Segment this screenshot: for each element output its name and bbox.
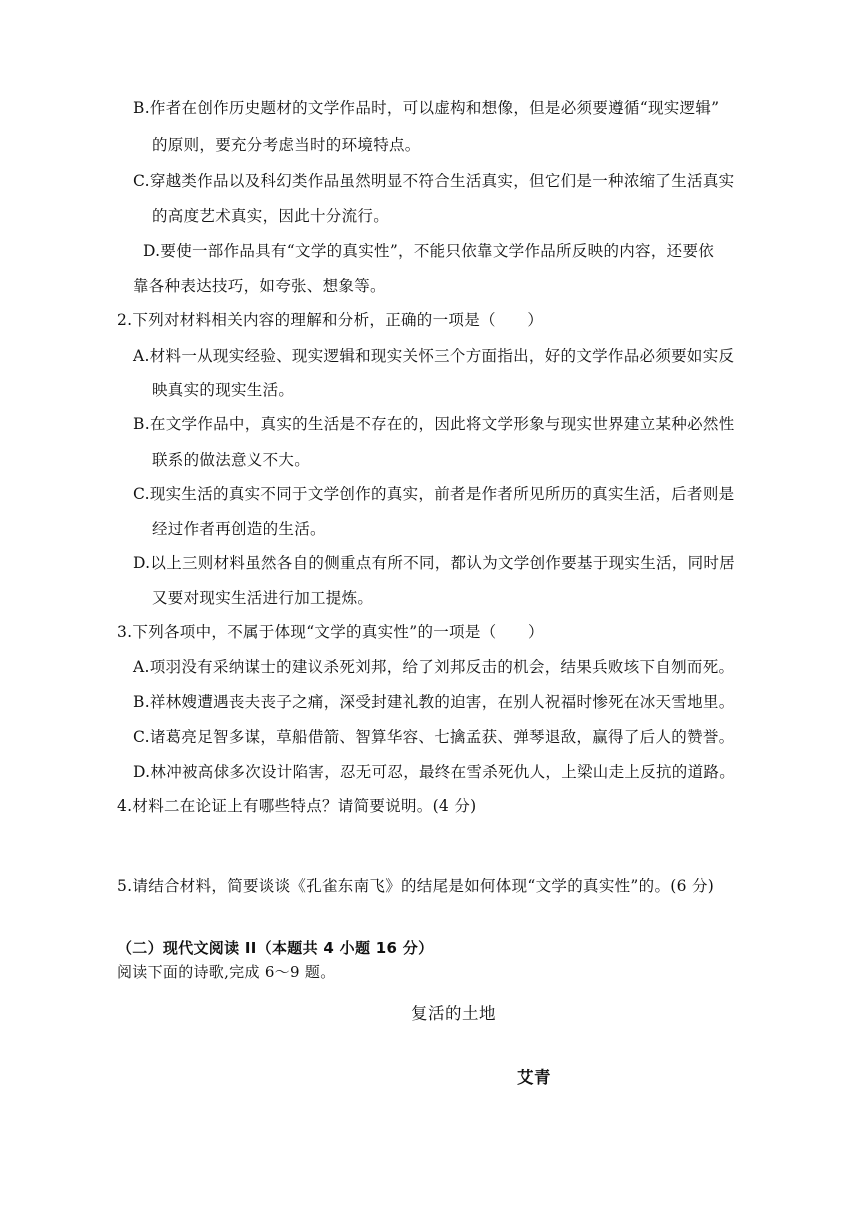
q3-option-a: A.项羽没有采纳谋士的建议杀死刘邦，给了刘邦反击的机会，结果兵败垓下自刎而死。 xyxy=(133,658,735,676)
q3-option-b: B.祥林嫂遭遇丧夫丧子之痛，深受封建礼教的迫害，在别人祝福时惨死在冰天雪地里。 xyxy=(133,693,735,711)
q2-option-c-line2: 经过作者再创造的生活。 xyxy=(152,520,326,538)
q1-option-c-line2: 的高度艺术真实，因此十分流行。 xyxy=(152,207,390,225)
q2-stem: 2.下列对材料相关内容的理解和分析，正确的一项是（ ） xyxy=(117,311,544,329)
q1-option-d-line1: D.要使一部作品具有“文学的真实性”，不能只依靠文学作品所反映的内容，还要依 xyxy=(143,242,715,260)
q2-option-d-line2: 又要对现实生活进行加工提炼。 xyxy=(152,589,374,607)
q2-option-b-line2: 联系的做法意义不大。 xyxy=(152,451,311,469)
q4-stem: 4.材料二在论证上有哪些特点？请简要说明。(4 分) xyxy=(117,797,477,815)
q1-option-b-line1: B.作者在创作历史题材的文学作品时，可以虚构和想像，但是必须要遵循“现实逻辑” xyxy=(133,99,720,117)
q3-option-d: D.林冲被高俅多次设计陷害，忍无可忍，最终在雪杀死仇人，上梁山走上反抗的道路。 xyxy=(133,763,736,781)
q1-option-b-line2: 的原则，要充分考虑当时的环境特点。 xyxy=(152,136,421,154)
q5-stem: 5.请结合材料，简要谈谈《孔雀东南飞》的结尾是如何体现“文学的真实性”的。(6 分) xyxy=(117,877,715,895)
q1-option-c-line1: C.穿越类作品以及科幻类作品虽然明显不符合生活真实，但它们是一种浓缩了生活真实 xyxy=(133,172,735,190)
q3-option-c: C.诸葛亮足智多谋，草船借箭、智算华容、七擒孟获、弹琴退敌，赢得了后人的赞誉。 xyxy=(133,728,735,746)
q2-option-b-line1: B.在文学作品中，真实的生活是不存在的，因此将文学形象与现实世界建立某种必然性 xyxy=(133,415,735,433)
poem-author: 艾青 xyxy=(517,1068,551,1087)
q3-stem: 3.下列各项中，不属于体现“文学的真实性”的一项是（ ） xyxy=(117,623,544,641)
section-heading: （二）现代文阅读 II（本题共 4 小题 16 分） xyxy=(117,939,434,957)
q2-option-a-line2: 映真实的现实生活。 xyxy=(152,381,295,399)
q2-option-c-line1: C.现实生活的真实不同于文学创作的真实，前者是作者所见所历的真实生活，后者则是 xyxy=(133,485,735,503)
q1-option-d-line2: 靠各种表达技巧，如夸张、想象等。 xyxy=(133,277,386,295)
section-instruction: 阅读下面的诗歌,完成 6～9 题。 xyxy=(117,963,336,981)
q2-option-a-line1: A.材料一从现实经验、现实逻辑和现实关怀三个方面指出，好的文学作品必须要如实反 xyxy=(133,347,735,365)
poem-title: 复活的土地 xyxy=(411,1004,496,1023)
q2-option-d-line1: D.以上三则材料虽然各自的侧重点有所不同，都认为文学创作要基于现实生活，同时居 xyxy=(133,554,736,572)
